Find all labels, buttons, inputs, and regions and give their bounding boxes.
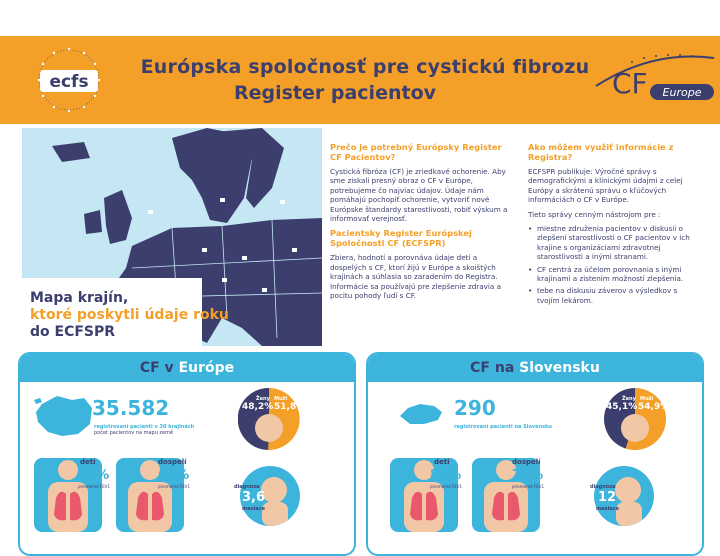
cf-slovakia-panel-title — [368, 354, 702, 382]
europe-diagnosis-label: diagnóza — [234, 484, 260, 490]
panel-title-b: Európe — [178, 360, 235, 376]
panel-title-a: CF na — [470, 360, 520, 376]
how-use-heading: Ako môžem využiť informácie z Registra? — [528, 142, 674, 162]
europe-pie-right-value: 51,8% — [274, 402, 306, 412]
europe-diagnosis-value: 3,6 — [242, 490, 266, 505]
europe-pie-left-label: Ženy — [256, 396, 270, 402]
slovakia-diagnosis-label: diagnóza — [590, 484, 616, 490]
europe-diagnosis-unit: mesiace — [242, 506, 266, 512]
why-registry-column — [330, 142, 508, 305]
europe-children-value: 90% — [78, 468, 110, 483]
europe-children-label: deti — [80, 458, 96, 466]
panel-title-a: CF v — [139, 360, 179, 376]
cf-europe-panel-title — [20, 354, 354, 382]
how-use-column — [528, 142, 698, 308]
europe-patient-sub-1: registrovaní pacienti v 30 krajinách — [94, 424, 195, 430]
europe-pie-left-value: 48,2% — [242, 402, 274, 412]
ecfs-logo — [28, 44, 110, 116]
slovakia-patient-count: 290 — [454, 396, 496, 420]
europe-adults-value: 68% — [158, 468, 190, 483]
europe-children-sub: priemerné FEV1 — [78, 484, 111, 489]
slovakia-adults-sub: priemerné FEV1 — [512, 484, 545, 489]
ecfs-logo-text: ecfs — [49, 72, 89, 92]
slovakia-pie-left-value: 45,1% — [606, 402, 638, 412]
panel-title-b: Slovensku — [519, 360, 600, 376]
cf-logo-text: CF — [612, 67, 648, 100]
slovakia-children-value: 87% — [430, 468, 462, 483]
slovakia-adults-value: 72% — [512, 468, 544, 483]
europe-patient-sub-2: počet pacientov na mapu země — [94, 430, 174, 436]
how-use-list — [528, 224, 698, 305]
slovakia-children-sub: priemerné FEV1 — [430, 484, 463, 489]
europe-adults-sub: priemerné FEV1 — [158, 484, 191, 489]
map-caption-line-2a: ktoré poskytli údaje roku — [30, 307, 229, 323]
how-use-text: ECFSPR publikuje: Výročné správy s demografickými a klinickými údajmi z celej Európy a skrátenú správu o kľúčových informáciách o CF v Európe. — [528, 167, 683, 205]
slovakia-pie-left-label: Ženy — [622, 396, 636, 402]
list-item: • miestne združenia pacientov v diskusii o zlepšení starostlivosti o CF pacientov v ich krajine s organizáciami zdravotnej starostlivosti a inými stranami. — [528, 224, 698, 262]
why-registry-heading: Prečo je potrebný Európsky Register CF Pacientov? — [330, 142, 502, 162]
slovakia-patient-sub-1: registrovaní pacienti na Slovensku — [454, 424, 552, 430]
list-item: • CF centrá za účelom porovnania s inými krajinami a zistením možností zlepšenia. — [528, 265, 698, 284]
map-caption-line-2 — [30, 307, 273, 324]
list-item: • tebe na diskusiu záverov a výsledkov s tvojím lekárom. — [528, 286, 698, 305]
slovakia-pie-right-value: 54,9% — [638, 402, 670, 412]
europe-patient-sub — [94, 424, 204, 436]
cf-europe-panel — [18, 352, 356, 556]
cf-europe-logo — [592, 48, 718, 110]
map-caption-line-1: Mapa krajín, — [30, 290, 129, 306]
slovakia-diagnosis-unit: mesiace — [596, 506, 620, 512]
title-line-1: Európska spoločnosť pre cystickú fibrozu — [140, 56, 590, 78]
top-whitespace — [0, 0, 720, 36]
ecfspr-text: Zbiera, hodnotí a porovnáva údaje detí a dospelých s CF, ktorí žijú v Európe a skoištých krajinách a súhlasia so zaradením do Registra. Informácie sa používajú pre zlepšenie zdravia a pocitu pohody ľudí s CF. — [330, 253, 501, 301]
europe-pie-right-label: Muži — [274, 396, 288, 402]
how-use-text-2: Tieto správy cenným nástrojom pre : — [528, 209, 661, 219]
europe-adults-label: dospelí — [158, 458, 187, 466]
cf-slovakia-panel — [366, 352, 704, 556]
slovakia-patient-sub — [454, 424, 564, 430]
slovakia-adults-label: dospelí — [512, 458, 541, 466]
slovakia-pie-right-label: Muži — [640, 396, 654, 402]
map-caption-year: 2014 — [233, 307, 273, 323]
map-caption-line-3: do ECFSPR — [30, 324, 116, 340]
slovakia-diagnosis-value: 12 — [598, 490, 617, 505]
cf-logo-sub: Europe — [662, 86, 702, 99]
ecfspr-heading: Pacientsky Register Európskej Spoločnosti CF (ECFSPR) — [330, 228, 472, 249]
map-caption — [30, 290, 273, 341]
title-line-2: Register pacientov — [233, 82, 437, 104]
europe-patient-count: 35.582 — [92, 396, 170, 420]
page-title — [140, 56, 600, 104]
header-banner — [0, 36, 720, 124]
slovakia-silhouette-icon — [398, 402, 444, 426]
europe-silhouette-icon — [32, 394, 94, 438]
why-registry-text: Cystická fibróza (CF) je zriedkavé ochorenie. Aby sme získali presný obraz o CF v Európe, potrebujeme čo najviac údajov. Údaje nám pomáhajú pochopiť ochorenie, vytvoriť nové Európske štandardy starostlivosti, robiť výskum a informovať verejnosť. — [330, 167, 508, 224]
slovakia-children-label: deti — [434, 458, 450, 466]
